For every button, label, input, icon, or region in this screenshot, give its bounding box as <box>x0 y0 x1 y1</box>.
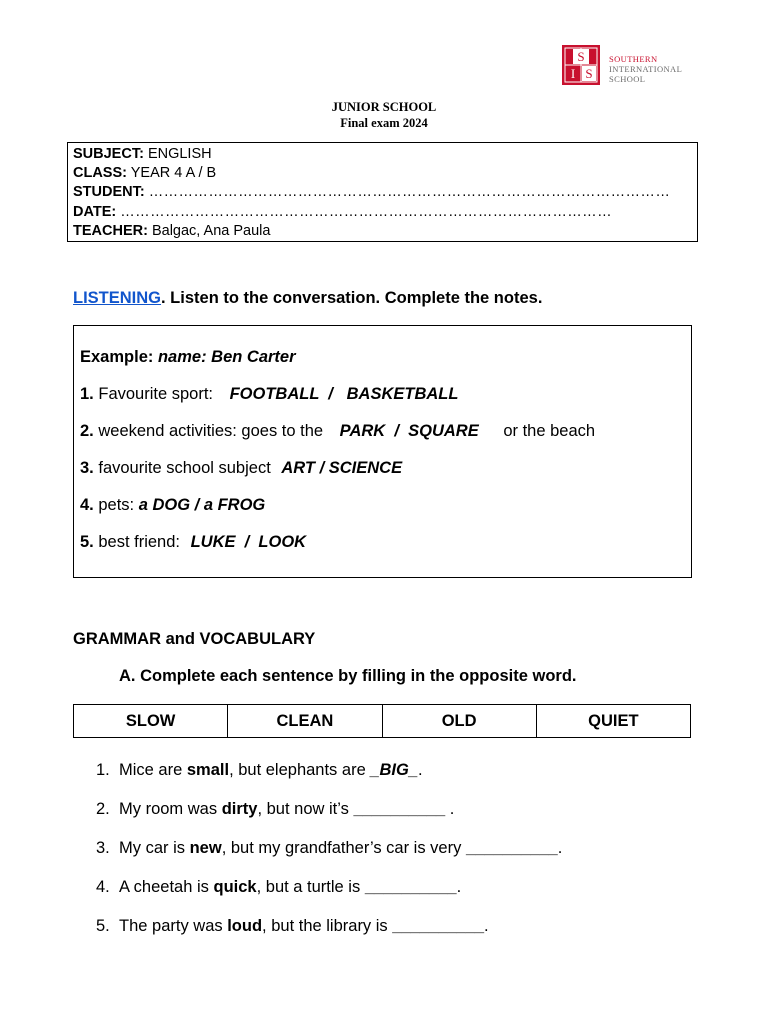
answer-blank[interactable]: __________ <box>364 878 457 896</box>
note-text: Favourite sport: <box>98 385 213 403</box>
page-subtitle: Final exam 2024 <box>340 116 428 130</box>
sentence-keyword: dirty <box>221 800 258 818</box>
sentence-keyword: quick <box>213 878 257 896</box>
note-text: favourite school subject <box>98 459 271 477</box>
sentence-keyword: new <box>189 839 222 857</box>
note-item[interactable] <box>80 459 402 478</box>
note-answer-options[interactable]: FOOTBALL / BASKETBALL <box>229 385 459 403</box>
sentence-item <box>96 800 454 819</box>
class-row <box>73 164 692 183</box>
note-item[interactable] <box>80 422 595 441</box>
student-label: STUDENT: <box>73 184 145 201</box>
sentence-end: . <box>456 878 462 896</box>
sentence-item <box>96 917 489 936</box>
word-bank-row <box>74 705 691 738</box>
note-text: pets: <box>98 496 135 514</box>
logo-wordmark <box>609 54 682 84</box>
word-bank-cell: OLD <box>382 705 536 738</box>
example-value: name: Ben Carter <box>157 348 296 366</box>
student-info-box <box>67 142 698 242</box>
date-label: DATE: <box>73 203 117 220</box>
student-name-field[interactable]: …………………………………………………………………………………………… <box>148 184 671 201</box>
sentence-number: 5. <box>96 917 110 935</box>
teacher-label: TEACHER: <box>73 222 148 239</box>
sentence-text: , but now it’s <box>257 800 354 818</box>
sentence-answer[interactable]: _BIG_ <box>370 761 419 779</box>
listening-notes-box <box>73 325 692 578</box>
teacher-value: Balgac, Ana Paula <box>151 222 271 239</box>
sentence-text: , but the library is <box>262 917 393 935</box>
note-number: 2. <box>80 422 94 440</box>
note-text: best friend: <box>98 533 180 551</box>
sentence-text: The party was <box>119 917 228 935</box>
sentence-text: , but my grandfather’s car is very <box>221 839 466 857</box>
date-field[interactable]: ……………………………………………………………………………………… <box>120 203 612 220</box>
subject-value: ENGLISH <box>147 146 212 162</box>
example-label: Example: <box>80 348 154 366</box>
page-title: JUNIOR SCHOOL <box>331 100 437 114</box>
class-value: YEAR 4 A / B <box>130 165 217 182</box>
logo-letter-s-top: S <box>577 49 585 64</box>
logo-line-2: INTERNATIONAL <box>609 64 683 74</box>
class-label: CLASS: <box>73 165 127 182</box>
sentence-end: . <box>418 761 423 779</box>
answer-blank[interactable]: __________ <box>353 800 446 818</box>
sentence-item <box>96 878 461 897</box>
sentence-keyword: small <box>186 761 230 779</box>
answer-blank[interactable]: __________ <box>392 917 485 935</box>
listening-heading <box>73 289 542 308</box>
note-tail: or the beach <box>503 422 596 440</box>
grammar-heading: GRAMMAR and VOCABULARY <box>73 630 316 648</box>
sentence-end: . <box>445 800 455 818</box>
example-note <box>80 348 296 367</box>
word-bank-cell: CLEAN <box>228 705 382 738</box>
note-text: weekend activities: goes to the <box>98 422 324 440</box>
note-number: 3. <box>80 459 94 477</box>
note-item[interactable] <box>80 496 265 515</box>
note-answer-options[interactable]: LUKE / LOOK <box>190 533 307 551</box>
sentence-text: A cheetah is <box>119 878 214 896</box>
sentence-item <box>96 761 423 780</box>
note-answer-options[interactable]: ART / SCIENCE <box>281 459 403 477</box>
note-item[interactable] <box>80 385 458 404</box>
note-answer-options[interactable]: PARK / SQUARE <box>339 422 479 440</box>
note-answer-options[interactable]: a DOG / a FROG <box>138 496 266 514</box>
word-bank-cell: SLOW <box>74 705 228 738</box>
sentence-number: 1. <box>96 761 110 779</box>
grammar-instruction: A. Complete each sentence by filling in the opposite word. <box>119 667 577 685</box>
note-number: 5. <box>80 533 94 551</box>
logo-letter-i: I <box>570 66 576 81</box>
student-row <box>73 183 692 202</box>
answer-blank[interactable]: __________ <box>465 839 558 857</box>
subject-row <box>73 145 692 164</box>
logo-letter-s-bottom: S <box>585 66 593 81</box>
sentence-text: My car is <box>119 839 190 857</box>
sentence-item <box>96 839 562 858</box>
note-number: 1. <box>80 385 94 403</box>
subject-label: SUBJECT: <box>73 146 144 162</box>
word-bank-table <box>73 704 691 738</box>
sentence-text: Mice are <box>119 761 187 779</box>
logo-line-1: SOUTHERN <box>609 54 658 64</box>
sentence-end: . <box>557 839 563 857</box>
logo-line-3: SCHOOL <box>609 74 646 84</box>
date-row <box>73 203 692 222</box>
sentence-number: 4. <box>96 878 110 896</box>
sentence-text: My room was <box>119 800 222 818</box>
word-bank-cell: QUIET <box>536 705 690 738</box>
note-number: 4. <box>80 496 94 514</box>
school-logo <box>562 45 702 87</box>
teacher-row <box>73 222 692 241</box>
logo-emblem <box>562 45 600 85</box>
sentence-number: 3. <box>96 839 110 857</box>
note-item[interactable] <box>80 533 306 552</box>
sentence-text: , but elephants are <box>229 761 371 779</box>
sentence-end: . <box>484 917 489 935</box>
sentence-number: 2. <box>96 800 110 818</box>
sentence-keyword: loud <box>227 917 263 935</box>
sentence-text: , but a turtle is <box>256 878 365 896</box>
listening-link[interactable]: LISTENING <box>73 289 162 307</box>
listening-instruction: . Listen to the conversation. Complete the notes. <box>161 289 543 307</box>
